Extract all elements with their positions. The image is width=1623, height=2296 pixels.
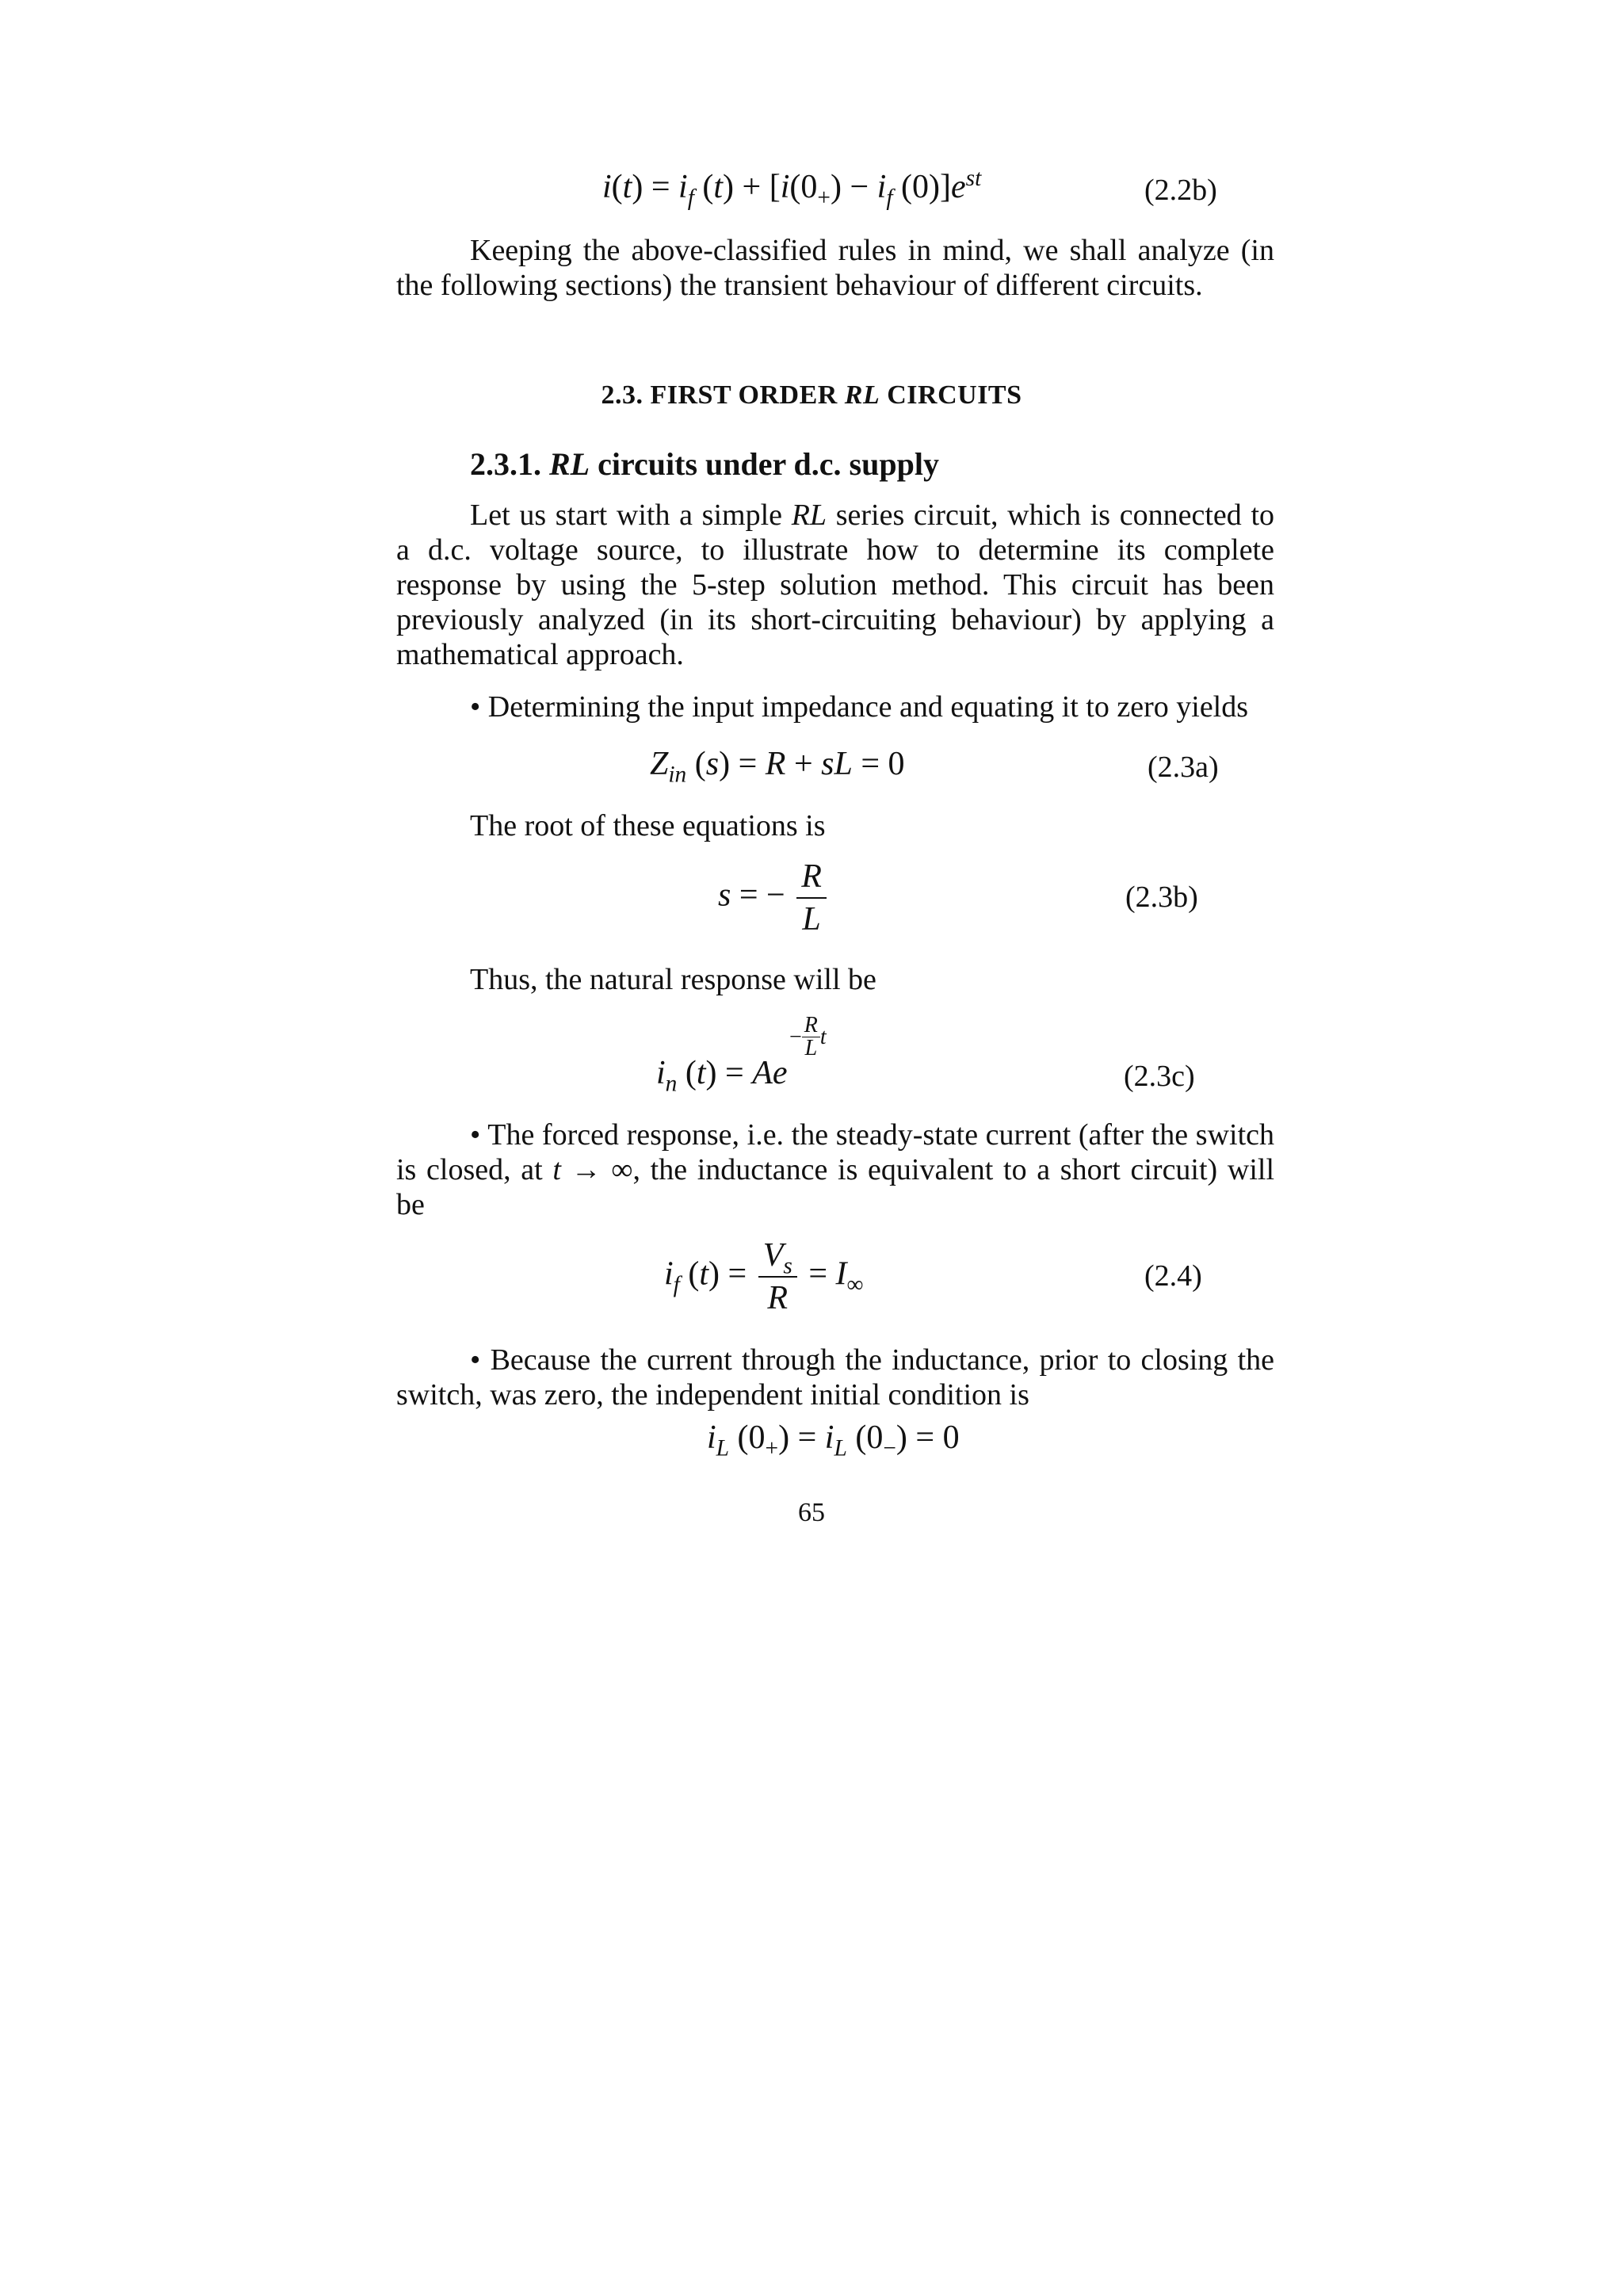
equation-2-3b [0,856,1623,959]
paragraph-forced-response: • The forced response, i.e. the steady-state current (after the switch is closed, at t → ∞, the inductance is equivalent to a short circuit) will be [396,1118,1275,1221]
paragraph-intro-before: Let us start with a simple [470,499,792,532]
equation-initial-condition-formula: $i_L$ $(0_+) = i_L$ $(0_-) = 0$ [707,1419,960,1461]
section-heading-suffix: CIRCUITS [880,380,1022,410]
equation-2-3a-formula: $Z_{in}$ (s) = R + sL = 0 [650,746,905,788]
section-heading-emph: RL [844,380,880,410]
equation-2-4-formula: $i_f$ (t) = $\frac{V_s}{R}$ = $I_\infty$ [664,1237,864,1317]
subsection-heading-emph: RL [549,446,590,482]
equation-2-3b-number: (2.3b) [1125,881,1198,914]
root-text: The root of these equations is [470,809,826,842]
bullet-input-impedance: • Determining the input impedance and equating it to zero yields [470,690,1249,724]
subsection-heading-prefix: 2.3.1. [470,446,549,482]
section-heading [0,380,1623,411]
equation-2-3c-exponent: − $\frac{R}{L}$ t [789,1013,827,1060]
subsection-heading [470,445,939,483]
paragraph-intro-after: series circuit, which is connected to a d.c. voltage source, to illustrate how to determine its complete response by using the 5-step solution method. This circuit has been previously analyzed (in its short-circuiting behaviour) by applying a mathematical approach. [396,499,1274,671]
paragraph-intro [396,498,1274,672]
page-number: 65 [798,1498,825,1527]
paragraph-forced-before: • The forced response, i.e. the steady-state current (after the switch is closed, at [396,1118,1274,1186]
paragraph-intro-emph: RL [791,499,827,532]
fraction-vs-over-r: $\frac{V_s}{R}$ [758,1238,797,1316]
section-heading-prefix: 2.3. FIRST ORDER [601,380,845,410]
equation-2-3c-number: (2.3c) [1124,1060,1195,1093]
equation-2-3a-number: (2.3a) [1148,751,1219,784]
equation-2-2b-formula: $i(t) = i_f$ $(t) + [i(0_+) - i_f$ $(0)]e^{st}$ [602,166,982,211]
paragraph-initial-condition: • Because the current through the inductance, prior to closing the switch, was zero, the independent initial condition is [396,1343,1274,1412]
equation-2-2b-number: (2.2b) [1144,174,1217,207]
equation-2-3b-formula: s = − $\frac{R}{L}$ [718,859,830,937]
equation-2-3c [0,1014,1623,1117]
equation-2-4-number: (2.4) [1144,1259,1202,1293]
equation-2-3c-formula: $i_n$ (t) = Ae [656,1055,788,1097]
fraction-r-over-l: $\frac{R}{L}$ [796,859,827,937]
natural-response-text: Thus, the natural response will be [470,963,876,996]
paragraph-keeping: Keeping the above-classified rules in mind, we shall analyze (in the following sections) the transient behaviour of different circuits. [396,234,1274,302]
math-t-to-infinity: t [552,1153,561,1186]
paragraph-forced-after: , the inductance is equivalent to a short circuit) will be [396,1153,1275,1221]
equation-2-4 [0,1235,1623,1338]
subsection-heading-suffix: circuits under d.c. supply [590,446,939,482]
